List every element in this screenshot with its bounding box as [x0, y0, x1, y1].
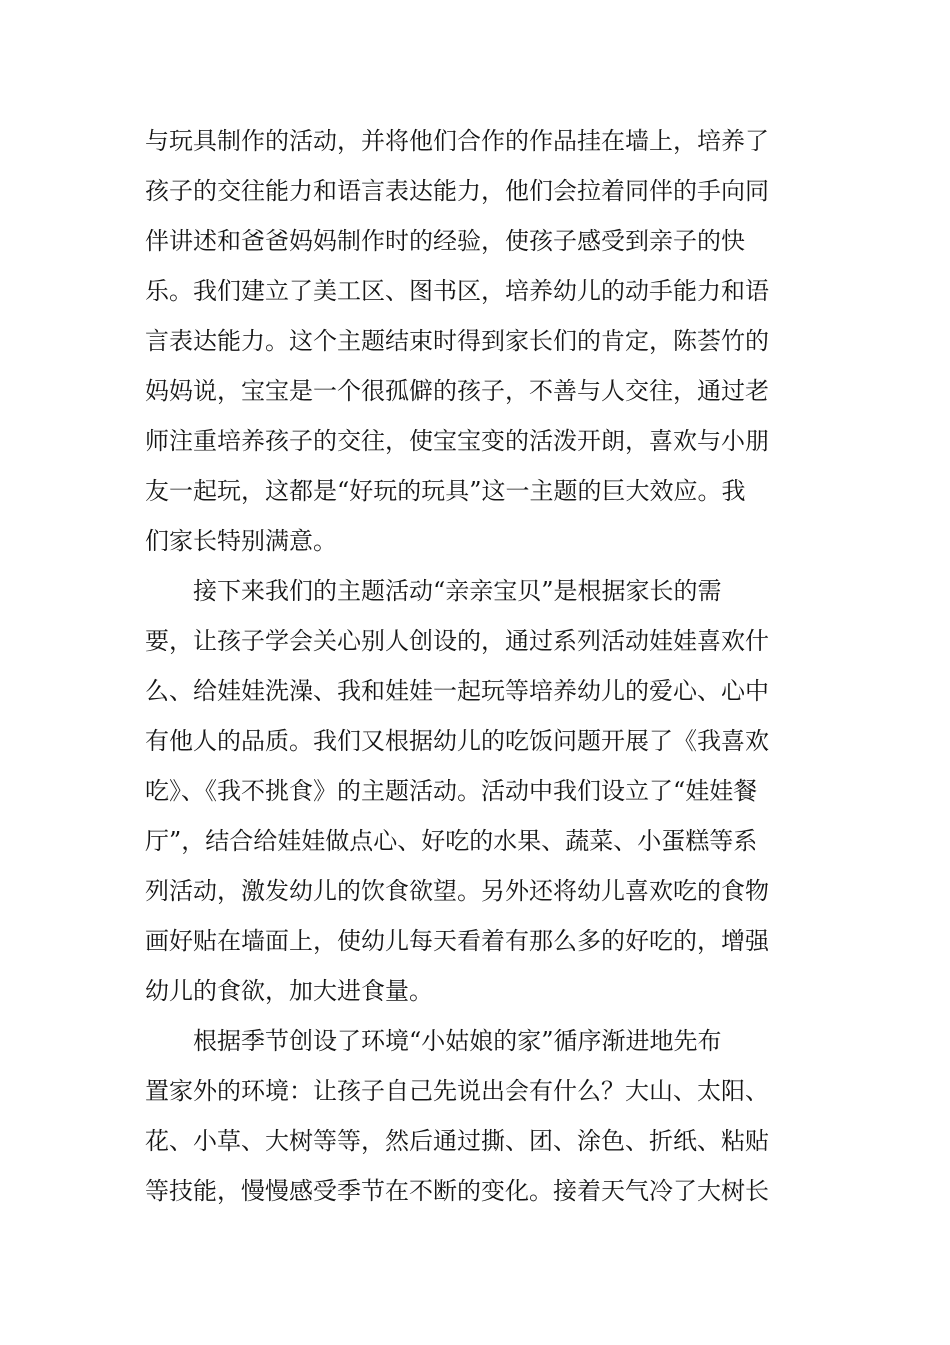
text-line: 与玩具制作的活动，并将他们合作的作品挂在墙上，培养了 [145, 127, 769, 155]
text-line: 伴讲述和爸爸妈妈制作时的经验，使孩子感受到亲子的快 [145, 227, 745, 255]
text-line: 要，让孩子学会关心别人创设的，通过系列活动娃娃喜欢什 [145, 627, 769, 655]
text-line: 有他人的品质。我们又根据幼儿的吃饭问题开展了《我喜欢 [145, 727, 769, 755]
text-line: 乐。我们建立了美工区、图书区，培养幼儿的动手能力和语 [145, 277, 769, 305]
text-line: 幼儿的食欲，加大进食量。 [145, 977, 433, 1005]
text-line: 孩子的交往能力和语言表达能力，他们会拉着同伴的手向同 [145, 177, 769, 205]
text-line: 妈妈说，宝宝是一个很孤僻的孩子，不善与人交往，通过老 [145, 377, 769, 405]
text-line: 花、小草、大树等等，然后通过撕、团、涂色、折纸、粘贴 [145, 1127, 769, 1155]
paragraph-first-line: 根据季节创设了环境“小姑娘的家”循序渐进地先布 [193, 1027, 722, 1055]
text-line: 师注重培养孩子的交往，使宝宝变的活泼开朗，喜欢与小朋 [145, 427, 769, 455]
text-line: 等技能，慢慢感受季节在不断的变化。接着天气冷了大树长 [145, 1177, 769, 1205]
text-line: 们家长特别满意。 [145, 527, 337, 555]
text-line: 言表达能力。这个主题结束时得到家长们的肯定，陈荟竹的 [145, 327, 769, 355]
text-line: 画好贴在墙面上，使幼儿每天看着有那么多的好吃的，增强 [145, 927, 769, 955]
text-line: 置家外的环境：让孩子自己先说出会有什么？大山、太阳、 [145, 1077, 769, 1105]
paragraph-first-line: 接下来我们的主题活动“亲亲宝贝”是根据家长的需 [193, 577, 722, 605]
text-line: 吃》、《我不挑食》的主题活动。活动中我们设立了“娃娃餐 [145, 777, 758, 805]
text-line: 列活动，激发幼儿的饮食欲望。另外还将幼儿喜欢吃的食物 [145, 877, 769, 905]
text-line: 厅”，结合给娃娃做点心、好吃的水果、蔬菜、小蛋糕等系 [145, 827, 758, 855]
text-line: 友一起玩，这都是“好玩的玩具”这一主题的巨大效应。我 [145, 477, 746, 505]
text-line: 么、给娃娃洗澡、我和娃娃一起玩等培养幼儿的爱心、心中 [145, 677, 769, 705]
